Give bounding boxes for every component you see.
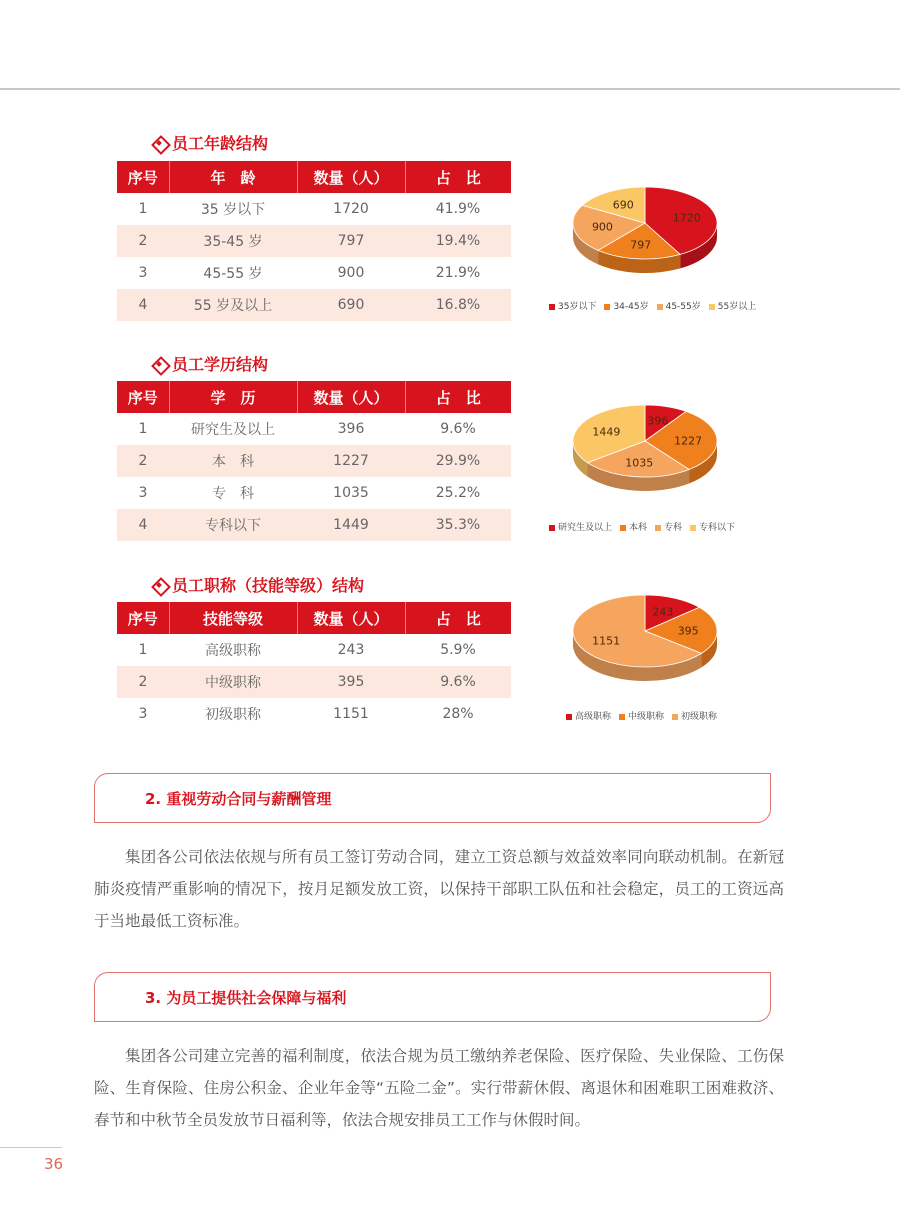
table-cell: 3 [138, 706, 148, 722]
pie-data-label: 1151 [592, 634, 621, 648]
table-row [117, 698, 511, 730]
education-structure-title-text: 员工学历结构 [172, 355, 269, 374]
table-cell: 29.9% [405, 445, 511, 477]
legend-swatch-icon [604, 304, 610, 310]
column-header: 占 比 [405, 602, 511, 634]
table-cell: 4 [117, 289, 169, 321]
header-divider [0, 88, 900, 90]
table-cell: 1 [138, 642, 148, 658]
job-title-structure-title [152, 573, 364, 596]
legend-item: 35岁以下 [549, 299, 596, 312]
column-header: 数量（人） [297, 381, 405, 413]
legend-item: 初级职称 [672, 709, 717, 722]
column-header: 学 历 [169, 381, 297, 413]
pie-data-label: 1227 [674, 434, 703, 448]
section-heading: 3. 为员工提供社会保障与福利 [145, 989, 347, 1007]
age-pie-chart [565, 185, 725, 275]
pie-data-label: 797 [630, 238, 652, 252]
job-title-pie-legend [566, 709, 717, 722]
legend-item: 研究生及以上 [549, 520, 612, 533]
legend-item: 高级职称 [566, 709, 611, 722]
table-cell: 25.2% [435, 485, 481, 501]
table-cell: 1151 [333, 706, 369, 722]
table-row [117, 634, 511, 666]
diamond-bullet-icon [152, 578, 166, 592]
pie-data-label: 395 [677, 624, 699, 638]
legend-swatch-icon [619, 714, 625, 720]
table-cell: 3 [138, 485, 148, 501]
section-paragraph: 集团各公司建立完善的福利制度，依法合规为员工缴纳养老保险、医疗保险、失业保险、工伤保险、生育保险、住房公积金、企业年金等“五险二金”。实行带薪休假、离退休和困难职工困难救济、春节和中秋节全员发放节日福利等，依法合规安排员工工作与休假时间。 [94, 1047, 784, 1129]
column-header: 占 比 [405, 161, 511, 193]
table-row [117, 445, 511, 477]
table-cell: 1449 [297, 509, 405, 541]
table-cell: 1227 [297, 445, 405, 477]
legend-item: 专科以下 [690, 520, 735, 533]
table-cell: 专 科 [212, 486, 254, 502]
table-cell: 690 [297, 289, 405, 321]
table-cell: 21.9% [435, 265, 481, 281]
table-cell: 中级职称 [169, 666, 297, 698]
table-cell: 900 [337, 265, 365, 281]
table-row [117, 193, 511, 225]
diamond-bullet-icon [152, 357, 166, 371]
legend-item: 55岁以上 [709, 299, 756, 312]
pie-data-label: 243 [652, 605, 674, 619]
table-row [117, 666, 511, 698]
table-cell: 35-45 岁 [169, 225, 297, 257]
table-cell: 797 [297, 225, 405, 257]
table-cell: 1720 [333, 201, 369, 217]
job-title-structure-table [117, 602, 511, 730]
column-header: 序号 [117, 161, 169, 193]
section-paragraph: 集团各公司依法依规与所有员工签订劳动合同，建立工资总额与效益效率同向联动机制。在新冠肺炎疫情严重影响的情况下，按月足额发放工资，以保持干部职工队伍和社会稳定，员工的工资远高于当地最低工资标准。 [94, 848, 784, 930]
age-structure-title-text: 员工年龄结构 [172, 134, 269, 153]
legend-swatch-icon [549, 525, 555, 531]
table-cell: 5.9% [440, 642, 476, 658]
pie-data-label: 900 [591, 220, 613, 234]
table-cell: 395 [297, 666, 405, 698]
table-cell: 41.9% [435, 201, 481, 217]
age-structure-title [152, 131, 268, 154]
pie-data-label: 396 [647, 414, 669, 428]
pie-data-label: 1035 [625, 456, 654, 470]
column-header: 序号 [117, 602, 169, 634]
table-cell: 1 [138, 421, 148, 437]
table-row [117, 509, 511, 541]
education-structure-table [117, 381, 511, 541]
legend-item: 34-45岁 [604, 299, 648, 312]
table-cell: 9.6% [440, 421, 476, 437]
pie-data-label: 1720 [672, 211, 701, 225]
table-cell: 初级职称 [205, 707, 261, 723]
page-number: 36 [44, 1155, 64, 1173]
legend-item: 中级职称 [619, 709, 664, 722]
legend-item: 本科 [620, 520, 647, 533]
column-header: 数量（人） [297, 161, 405, 193]
section-heading: 2. 重视劳动合同与薪酬管理 [145, 790, 332, 808]
job-title-structure-title-text: 员工职称（技能等级）结构 [172, 576, 365, 595]
table-cell: 2 [117, 225, 169, 257]
legend-item: 专科 [655, 520, 682, 533]
pie-data-label: 1449 [592, 425, 621, 439]
legend-swatch-icon [657, 304, 663, 310]
legend-item: 45-55岁 [657, 299, 701, 312]
table-row [117, 413, 511, 445]
diamond-bullet-icon [152, 136, 166, 150]
table-cell: 35 岁以下 [200, 202, 266, 218]
section-heading-box [94, 972, 771, 1022]
table-cell: 396 [337, 421, 365, 437]
table-cell: 9.6% [405, 666, 511, 698]
legend-swatch-icon [620, 525, 626, 531]
legend-swatch-icon [690, 525, 696, 531]
table-cell: 2 [117, 666, 169, 698]
age-pie-legend [549, 299, 756, 312]
column-header: 技能等级 [169, 602, 297, 634]
table-cell: 45-55 岁 [203, 266, 263, 282]
column-header: 年 龄 [169, 161, 297, 193]
table-cell: 55 岁及以上 [169, 289, 297, 321]
table-cell: 35.3% [405, 509, 511, 541]
table-cell: 3 [138, 265, 148, 281]
legend-swatch-icon [566, 714, 572, 720]
legend-swatch-icon [655, 525, 661, 531]
legend-swatch-icon [709, 304, 715, 310]
table-cell: 4 [117, 509, 169, 541]
footer-divider [0, 1147, 62, 1148]
education-structure-title [152, 352, 268, 375]
table-cell: 1 [138, 201, 148, 217]
legend-swatch-icon [672, 714, 678, 720]
education-pie-chart [565, 403, 725, 493]
table-row [117, 477, 511, 509]
section-heading-box [94, 773, 771, 823]
column-header: 序号 [117, 381, 169, 413]
table-cell: 28% [442, 706, 474, 722]
table-cell: 专科以下 [169, 509, 297, 541]
table-cell: 高级职称 [205, 643, 261, 659]
table-cell: 研究生及以上 [191, 422, 275, 438]
column-header: 数量（人） [297, 602, 405, 634]
job-title-pie-chart [565, 593, 725, 683]
table-cell: 2 [117, 445, 169, 477]
table-cell: 1035 [333, 485, 369, 501]
education-pie-legend [549, 520, 735, 533]
table-cell: 16.8% [405, 289, 511, 321]
column-header: 占 比 [405, 381, 511, 413]
table-cell: 本 科 [169, 445, 297, 477]
table-row [117, 257, 511, 289]
pie-data-label: 690 [612, 198, 634, 212]
table-cell: 19.4% [405, 225, 511, 257]
table-row [117, 225, 511, 257]
table-cell: 243 [337, 642, 365, 658]
age-structure-table [117, 161, 511, 321]
legend-swatch-icon [549, 304, 555, 310]
table-row [117, 289, 511, 321]
